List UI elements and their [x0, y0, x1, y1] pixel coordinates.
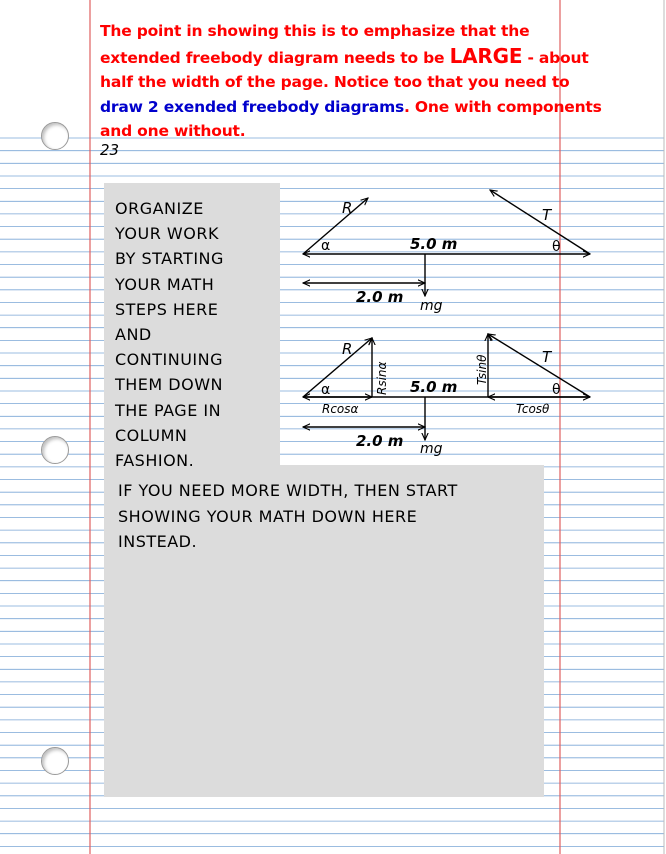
instruction-line: THEM DOWN — [115, 375, 224, 395]
left-box-instructions — [115, 196, 280, 473]
force-R-arrow — [303, 338, 372, 397]
instruction-line: ORGANIZE — [115, 199, 204, 218]
intro-line: and one without. — [100, 122, 246, 140]
instruction-line: YOUR MATH — [115, 274, 215, 294]
label-offset: 2.0 m — [356, 288, 404, 306]
instruction-line: IF YOU NEED MORE WIDTH, THEN START — [118, 481, 458, 500]
label-length: 5.0 m — [410, 378, 458, 396]
label-theta: θ — [552, 382, 561, 398]
intro-text: . One with components — [404, 97, 602, 116]
label-Rcos: Rcosα — [322, 402, 359, 416]
label-T: T — [542, 206, 552, 224]
binder-hole-middle — [41, 436, 69, 464]
label-Tsin: Tsinθ — [475, 354, 489, 385]
label-alpha: α — [321, 382, 331, 398]
instruction-line: BY STARTING — [115, 249, 224, 269]
blue-emphasis: draw 2 exended freebody diagrams — [100, 97, 405, 116]
freebody-diagrams — [290, 180, 600, 465]
label-T: T — [542, 348, 552, 366]
force-T-arrow — [488, 334, 590, 397]
page-number: 23 — [100, 141, 120, 159]
instruction-line: THE PAGE IN — [115, 400, 222, 420]
label-length: 5.0 m — [410, 235, 458, 253]
instruction-line: STEPS HERE — [115, 299, 219, 319]
intro-text: - about — [522, 48, 589, 67]
binder-hole-top — [41, 122, 69, 150]
label-theta: θ — [552, 239, 561, 255]
label-weight: mg — [420, 441, 443, 457]
label-alpha: α — [321, 238, 331, 254]
binder-hole-bottom — [41, 747, 69, 775]
intro-line — [100, 95, 648, 120]
instruction-line: CONTINUING — [115, 350, 223, 370]
instruction-line: AND — [115, 324, 152, 344]
instruction-line: FASHION. — [115, 450, 195, 470]
instruction-line: SHOWING YOUR MATH DOWN HERE — [118, 506, 418, 526]
label-Tcos: Tcosθ — [516, 402, 550, 416]
instruction-line: YOUR WORK — [115, 224, 219, 244]
intro-text: extended freebody diagram needs to be — [100, 48, 450, 67]
label-offset: 2.0 m — [356, 432, 404, 450]
intro-line: half the width of the page. Notice too that you need to — [100, 73, 570, 91]
intro-line: The point in showing this is to emphasize that the — [100, 22, 530, 40]
intro-line — [100, 44, 648, 71]
large-emphasis: LARGE — [449, 43, 523, 68]
label-weight: mg — [420, 298, 443, 314]
label-R: R — [342, 340, 353, 358]
force-R-arrow — [303, 198, 368, 254]
bottom-box-instructions — [118, 478, 543, 555]
instruction-line: COLUMN — [115, 425, 188, 445]
freebody-diagram-components — [303, 334, 590, 457]
force-T-arrow — [490, 190, 590, 254]
label-R: R — [342, 199, 353, 217]
freebody-diagram-simple — [303, 190, 590, 314]
label-Rsin: Rsinα — [375, 361, 389, 395]
instruction-line: INSTEAD. — [118, 532, 198, 551]
intro-note — [100, 19, 648, 144]
